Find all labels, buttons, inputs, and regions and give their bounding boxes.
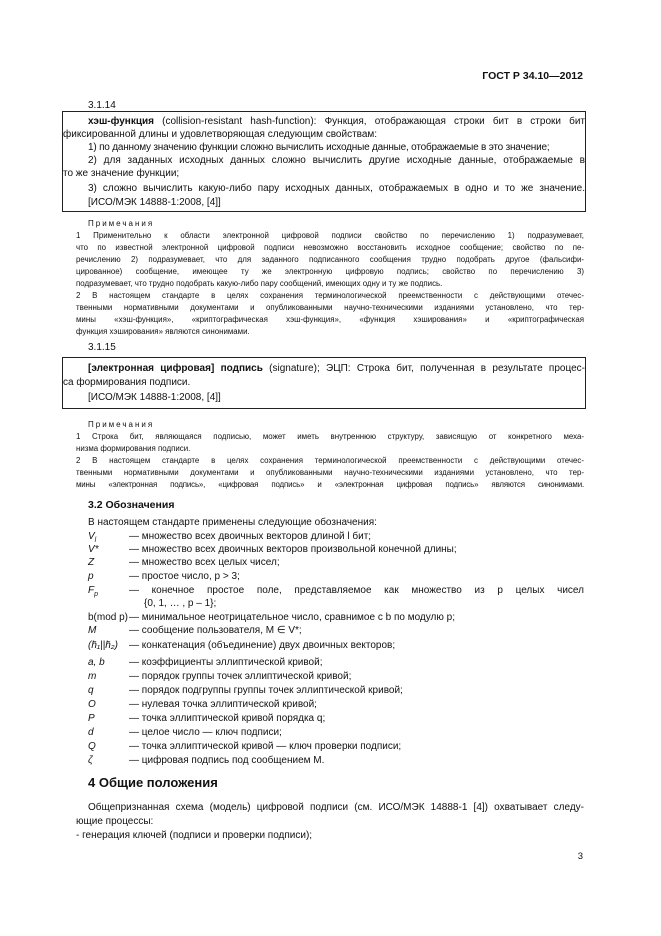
definition-line: то же значение функции; bbox=[63, 168, 180, 179]
section-heading-3-2: 3.2 Обозначения bbox=[88, 499, 175, 511]
note-line: низма формирования подписи. bbox=[76, 444, 191, 453]
symbol-description: — множество всех двоичных векторов произвольной конечной длины; bbox=[129, 544, 457, 555]
bullet-item: - генерация ключей (подписи и проверки подписи); bbox=[76, 830, 313, 841]
note-line: 2 В настоящем стандарте в целях сохранения терминологической преемственности с действующими отечес- bbox=[76, 291, 584, 300]
note-line: 1 Строка бит, являющаяся подписью, может иметь внутреннюю структуру, зависящую от конкретного меха- bbox=[76, 432, 584, 441]
note-line: 1 Применительно к области электронной цифровой подписи свойство по перечислению 1) подразумевает, bbox=[76, 231, 584, 240]
symbol: q bbox=[88, 685, 94, 696]
definition-line: фиксированной длины и удовлетворяющая следующим свойствам: bbox=[63, 129, 378, 140]
symbol: $V_l$ bbox=[88, 531, 97, 544]
note-line: подразумевает, что трудно подобрать какую-либо пару сообщений, имеющих одну и ту же подпись. bbox=[76, 279, 443, 288]
standard-header: ГОСТ Р 34.10—2012 bbox=[482, 70, 583, 82]
symbol-description: — точка эллиптической кривой — ключ проверки подписи; bbox=[129, 741, 402, 752]
symbol-description: — коэффициенты эллиптической кривой; bbox=[129, 657, 323, 668]
definition-box-hash-function bbox=[62, 111, 586, 212]
symbol: P bbox=[88, 713, 95, 724]
symbol: b(mod p) bbox=[88, 612, 129, 623]
symbol: m bbox=[88, 671, 97, 682]
note-line: мины «электронная подпись», «цифровая подпись» и «электронная цифровая подпись» являются синонимами. bbox=[76, 480, 584, 489]
definition-line: 1) по данному значению функции сложно вычислить исходные данные, отображаемые в это значение; bbox=[88, 142, 550, 153]
symbol-description: — целое число — ключ подписи; bbox=[129, 727, 282, 738]
note-line: твенными нормативными документами и опубликованными научно-техническими изданиями установлено, что тер- bbox=[76, 468, 584, 477]
symbol: a, b bbox=[88, 657, 105, 668]
note-line: что по известной электронной цифровой подписи невозможно восстановить исходное сообщение; свойство по пе- bbox=[76, 243, 584, 252]
symbol-description: — точка эллиптической кривой порядка q; bbox=[129, 713, 326, 724]
definition-number-3-1-14: 3.1.14 bbox=[88, 100, 116, 111]
note-line: речислению 2) подразумевает, что для заданного подписанного сообщения трудно подобрать другое (фальсифи- bbox=[76, 255, 584, 264]
symbol: p bbox=[88, 571, 94, 582]
symbols-intro: В настоящем стандарте применены следующие обозначения: bbox=[88, 517, 377, 528]
section-4-paragraph-line: Общепризнанная схема (модель) цифровой подписи (см. ИСО/МЭК 14888-1 [4]) охватывает следу- bbox=[88, 802, 584, 813]
note-line: цированное) сообщение, имеющее ту же электронную цифровую подпись; свойство по перечислению 3) bbox=[76, 267, 584, 276]
section-heading-4: 4 Общие положения bbox=[88, 775, 218, 790]
definition-line: [электронная цифровая] подпись (signature); ЭЦП: Строка бит, полученная в результате процес- bbox=[88, 363, 585, 374]
symbol-row bbox=[88, 585, 584, 611]
notes-title: Примечания bbox=[88, 420, 155, 429]
definition-line: 3) сложно вычислить какую-либо пару исходных данных, отображаемых в одно и то же значение. bbox=[88, 183, 585, 194]
symbol: Q bbox=[88, 741, 96, 752]
definition-term: хэш-функция bbox=[88, 116, 154, 127]
symbol: M bbox=[88, 625, 97, 636]
note-line: мины «хэш-функция», «криптографическая хэш-функция», «функция хэширования» и «криптографическая bbox=[76, 315, 584, 324]
note-line: функция хэширования» являются синонимами. bbox=[76, 327, 250, 336]
definition-source: [ИСО/МЭК 14888-1:2008, [4]] bbox=[88, 392, 221, 403]
definition-number-3-1-15: 3.1.15 bbox=[88, 342, 116, 353]
symbol-description: — цифровая подпись под сообщением M. bbox=[129, 755, 325, 766]
definition-term: [электронная цифровая] подпись bbox=[88, 363, 263, 374]
symbol-description: — порядок группы точек эллиптической кривой; bbox=[129, 671, 352, 682]
symbol-description: — порядок подгруппы группы точек эллиптической кривой; bbox=[129, 685, 403, 696]
symbol-description: — простое число, p > 3; bbox=[129, 571, 240, 582]
notes-block-1 bbox=[76, 230, 584, 338]
symbol: O bbox=[88, 699, 96, 710]
note-line: твенными нормативными документами и опубликованными научно-техническими изданиями установлено, что тер- bbox=[76, 303, 584, 312]
symbol: ζ bbox=[88, 755, 93, 766]
symbol-description: — сообщение пользователя, M ∈ V*; bbox=[129, 625, 302, 636]
definition-source: [ИСО/МЭК 14888-1:2008, [4]] bbox=[88, 197, 221, 208]
note-line: 2 В настоящем стандарте в целях сохранения терминологической преемственности с действующими отечес- bbox=[76, 456, 584, 465]
symbol-description: — множество всех двоичных векторов длиной l бит; bbox=[129, 531, 372, 542]
symbol-description: — минимальное неотрицательное число, сравнимое с b по модулю p; bbox=[129, 612, 455, 623]
definition-box-signature bbox=[62, 357, 586, 409]
notes-block-2 bbox=[76, 431, 584, 491]
symbol-description: — конечное простое поле, представляемое как множество из p целых чисел bbox=[129, 585, 584, 596]
section-4-paragraph-line: ющие процессы: bbox=[76, 816, 154, 827]
definition-line: хэш-функция (collision-resistant hash-function): Функция, отображающая строки бит в строки бит bbox=[88, 116, 585, 127]
symbol: Z bbox=[88, 557, 95, 568]
symbol: V* bbox=[88, 544, 99, 555]
symbol-description: — конкатенация (объединение) двух двоичных векторов; bbox=[129, 640, 396, 651]
definition-line: са формирования подписи. bbox=[63, 377, 191, 388]
symbol-description: — нулевая точка эллиптической кривой; bbox=[129, 699, 317, 710]
page-number: 3 bbox=[577, 851, 583, 862]
symbol: $F_p$ bbox=[88, 585, 99, 598]
symbol: d bbox=[88, 727, 94, 738]
symbol-description: — множество всех целых чисел; bbox=[129, 557, 280, 568]
symbol-description-cont: {0, 1, … , p – 1}; bbox=[144, 598, 217, 609]
symbol: (h̄₁||h̄₂) bbox=[88, 640, 118, 651]
notes-title: Примечания bbox=[88, 219, 155, 228]
definition-line: 2) для заданных исходных данных сложно вычислить другие исходные данные, отображаемые в bbox=[88, 155, 585, 166]
